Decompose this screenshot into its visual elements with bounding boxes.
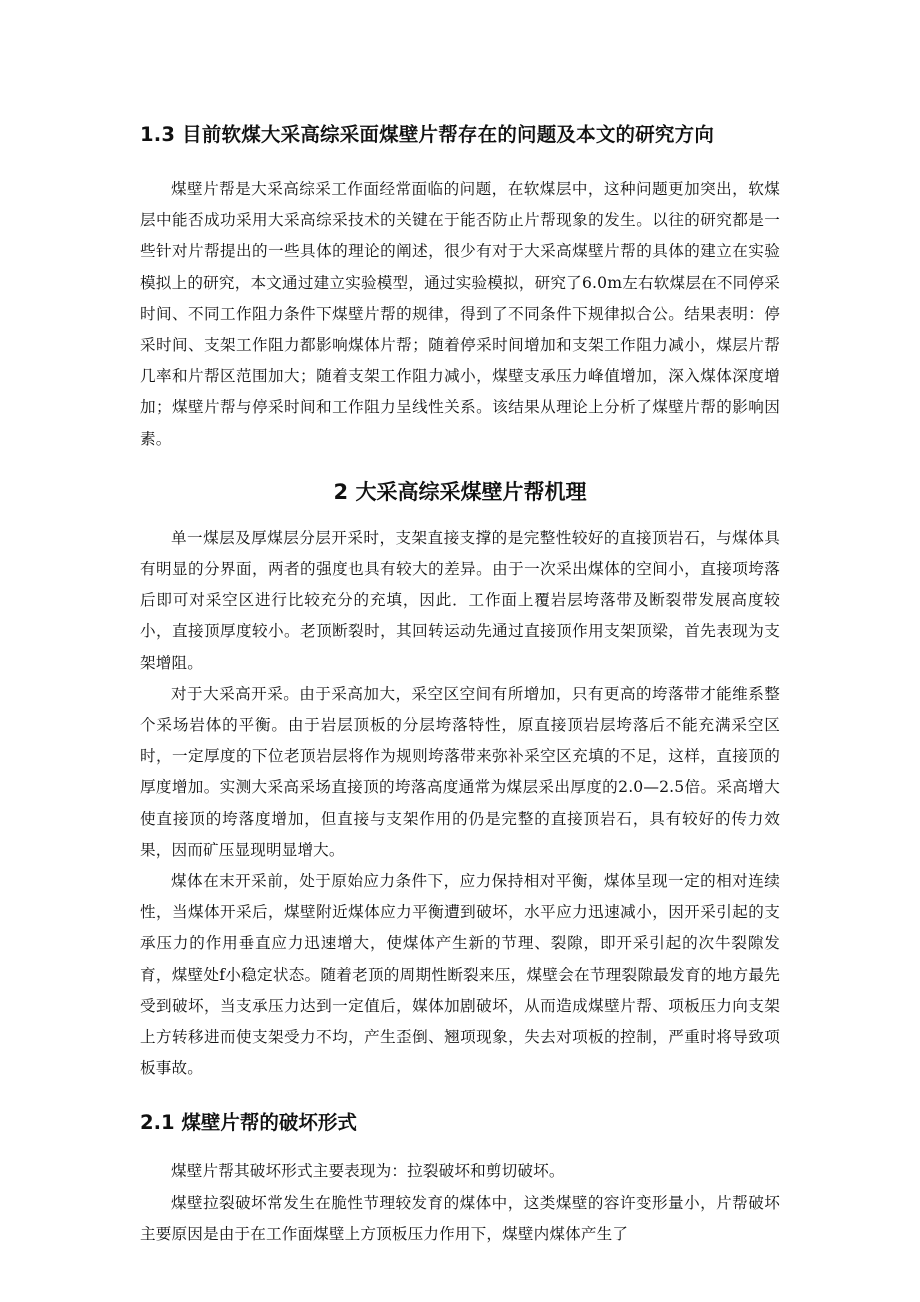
section-2-heading: 2 大采高综采煤壁片帮机理 bbox=[333, 479, 587, 504]
section-1-3-paragraph-1: 煤壁片帮是大采高综采工作面经常面临的问题，在软煤层中，这种问题更加突出，软煤层中能否成功采用大采高综采技术的关键在于能否防止片帮现象的发生。以往的研究都是一些针对片帮提出的一些具体的理论的阐述，很少有对于大采高煤壁片帮的具体的建立在实验模拟上的研究，本文通过建立实验模型，通过实验模拟，研究了6.0m左右软煤层在不同停采时间、不同工作阻力条件下煤壁片帮的规律，得到了不同条件下规律拟合公。结果表明：停采时间、支架工作阻力都影响煤体片帮；随着停采时间增加和支架工作阻力减小，煤层片帮几率和片帮区范围加大；随着支架工作阻力减小，煤壁支承压力峰值增加，深入煤体深度增加；煤壁片帮与停采时间和工作阻力呈线性关系。该结果从理论上分析了煤壁片帮的影响因素。 bbox=[140, 180, 780, 448]
section-1-3-heading: 1.3 目前软煤大采高综采面煤壁片帮存在的问题及本文的研究方向 bbox=[140, 123, 715, 146]
section-2-1-paragraph-1: 煤壁片帮其破坏形式主要表现为：拉裂破坏和剪切破坏。 bbox=[171, 1162, 565, 1181]
section-2-1-heading: 2.1 煤壁片帮的破坏形式 bbox=[140, 1111, 357, 1135]
document-page bbox=[140, 118, 780, 1250]
section-2-paragraph-1: 单一煤层及厚煤层分层开采时，支架直接支撑的是完整性较好的直接顶岩石，与煤体具有明显的分界面，两者的强度也具有较大的差异。由于一次采出煤体的空间小，直接项垮落后即可对采空区进行比较充分的充填，因此．工作面上覆岩层垮落带及断裂带发展高度较小，直接顶厚度较小。老顶断裂时，其回转运动先通过直接顶作用支架顶梁，首先表现为支架增阻。 bbox=[140, 528, 780, 672]
section-2-1-paragraph-2: 煤壁拉裂破坏常发生在脆性节理较发育的煤体中，这类煤壁的容许变形量小，片帮破坏主要原因是由于在工作面煤壁上方顶板压力作用下，煤壁内煤体产生了 bbox=[140, 1193, 780, 1243]
section-2-paragraph-2: 对于大采高开采。由于采高加大，采空区空间有所增加，只有更高的垮落带才能维系整个采场岩体的平衡。由于岩层顶板的分层垮落特性，原直接顶岩层垮落后不能充满采空区时，一定厚度的下位老顶岩层将作为规则垮落带来弥补采空区充填的不足，这样，直接顶的厚度增加。实测大采高采场直接顶的垮落高度通常为煤层采出厚度的2.0—2.5倍。采高增大使直接顶的垮落度增加，但直接与支架作用的仍是完整的直接顶岩石，具有较好的传力效果，因而矿压显现明显增大。 bbox=[140, 684, 780, 859]
section-2-paragraph-3: 煤体在末开采前，处于原始应力条件下，应力保持相对平衡，煤体呈现一定的相对连续性，当煤体开采后，煤壁附近煤体应力平衡遭到破坏，水平应力迅速减小，因开采引起的支承压力的作用垂直应力迅速增大，使煤体产生新的节理、裂隙，即开采引起的次牛裂隙发育，煤壁处f小稳定状态。随着老顶的周期性断裂来压，煤壁会在节理裂隙最发育的地方最先受到破坏，当支承压力达到一定值后，媒体加剧破坏，从而造成煤壁片帮、项板压力向支架上方转移进而使支架受力不均，产生歪倒、翘项现象，失去对项板的控制，严重时将导致项板事故。 bbox=[140, 872, 780, 1078]
